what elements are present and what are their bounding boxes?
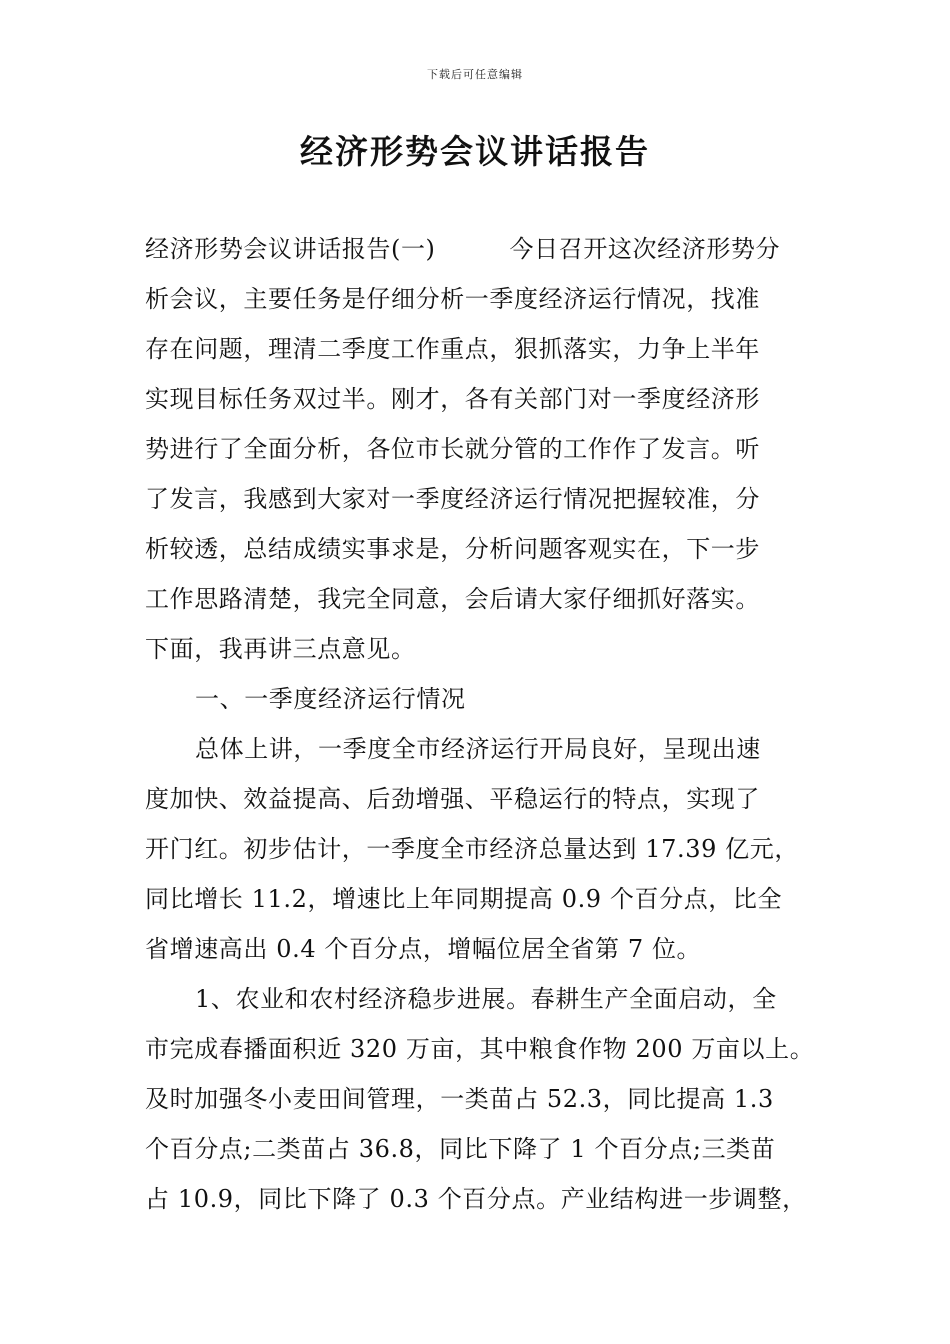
document-title: 经济形势会议讲话报告 <box>300 132 650 171</box>
body-line: 市完成春播面积近 320 万亩，其中粮食作物 200 万亩以上。 <box>145 1035 815 1063</box>
body-line: 个百分点;二类苗占 36.8，同比下降了 1 个百分点;三类苗 <box>145 1135 776 1163</box>
body-line: 总体上讲，一季度全市经济运行开局良好，呈现出速 <box>195 735 761 763</box>
body-line <box>145 224 810 274</box>
body-line: 占 10.9，同比下降了 0.3 个百分点。产业结构进一步调整， <box>145 1185 807 1213</box>
body-line: 实现目标任务双过半。刚才，各有关部门对一季度经济形 <box>145 385 760 413</box>
body-line: 省增速高出 0.4 个百分点，增幅位居全省第 7 位。 <box>145 935 702 963</box>
body-line: 度加快、效益提高、后劲增强、平稳运行的特点，实现了 <box>145 785 760 813</box>
body-line: 存在问题，理清二季度工作重点，狠抓落实，力争上半年 <box>145 335 760 363</box>
body-line: 工作思路清楚，我完全同意，会后请大家仔细抓好落实。 <box>145 585 760 613</box>
section-heading-inline: 经济形势会议讲话报告(一) <box>145 235 436 263</box>
section-heading: 一、一季度经济运行情况 <box>195 685 466 713</box>
body-line: 析较透，总结成绩实事求是，分析问题客观实在，下一步 <box>145 535 760 563</box>
header-note: 下载后可任意编辑 <box>427 68 523 81</box>
body-line: 及时加强冬小麦田间管理，一类苗占 52.3，同比提高 1.3 <box>145 1085 774 1113</box>
body-line: 了发言，我感到大家对一季度经济运行情况把握较准，分 <box>145 485 760 513</box>
body-line: 同比增长 11.2，增速比上年同期提高 0.9 个百分点，比全 <box>145 885 783 913</box>
body-line: 析会议，主要任务是仔细分析一季度经济运行情况，找准 <box>145 285 760 313</box>
paragraph-start: 今日召开这次经济形势分 <box>509 235 781 263</box>
body-line: 势进行了全面分析，各位市长就分管的工作作了发言。听 <box>145 435 760 463</box>
body-line: 开门红。初步估计，一季度全市经济总量达到 17.39 亿元， <box>145 835 799 863</box>
body-line: 1、农业和农村经济稳步进展。春耕生产全面启动，全 <box>195 985 777 1013</box>
document-body <box>145 224 815 1224</box>
body-line: 下面，我再讲三点意见。 <box>145 635 416 663</box>
